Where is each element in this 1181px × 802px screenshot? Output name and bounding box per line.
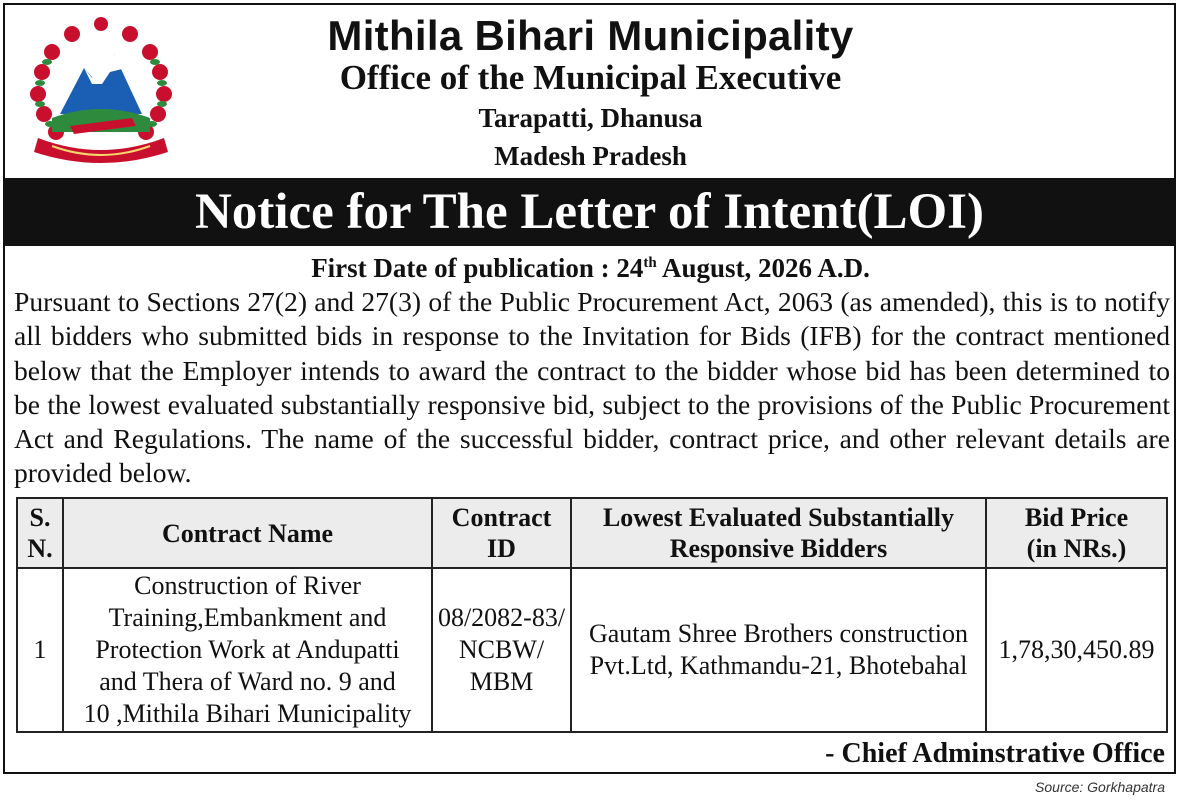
address-line-1: Tarapatti, Dhanusa: [478, 103, 703, 133]
publication-date-suffix: th: [643, 255, 657, 271]
publication-date-rest: August, 2026 A.D.: [656, 253, 870, 283]
cell-contract-id: 08/2082-83/ NCBW/ MBM: [432, 568, 571, 732]
header-contract-id: Contract ID: [432, 498, 571, 568]
address-line-2: Madesh Pradesh: [494, 141, 687, 171]
municipality-name: Mithila Bihari Municipality: [327, 12, 854, 59]
signature: - Chief Adminstrative Office: [825, 738, 1165, 769]
source-credit: Source: Gorkhapatra: [1035, 779, 1165, 795]
publication-date: [0, 253, 1181, 284]
header-bid-price: Bid Price (in NRs.): [986, 498, 1167, 568]
notice-title: Notice for The Letter of Intent(LOI): [195, 184, 984, 240]
publication-date-prefix: First Date of publication : 24: [311, 253, 644, 283]
cell-bidder: Gautam Shree Brothers construction Pvt.Ltd, Kathmandu-21, Bhotebahal: [571, 568, 986, 732]
header-contract-name: Contract Name: [63, 498, 432, 568]
cell-bid-price: 1,78,30,450.89: [986, 568, 1167, 732]
notice-title-banner: [3, 178, 1176, 246]
cell-contract-name: Construction of River Training,Embankment and Protection Work at Andupatti and Thera of Ward no. 9 and 10 ,Mithila Bihari Municipality: [63, 568, 432, 732]
header-bidder: Lowest Evaluated Substantially Responsive Bidders: [571, 498, 986, 568]
table-row: [17, 568, 1167, 732]
table-header-row: [17, 498, 1167, 568]
award-table: [16, 497, 1168, 733]
office-name: Office of the Municipal Executive: [339, 58, 842, 97]
cell-sn: 1: [17, 568, 63, 732]
header-sn: S. N.: [17, 498, 63, 568]
notice-body: Pursuant to Sections 27(2) and 27(3) of the Public Procurement Act, 2063 (as amended), this is to notify all bidders who submitted bids in response to the Invitation for Bids (IFB) for the contract mentioned below that the Employer intends to award the contract to the bidder whose bid has been determined to be the lowest evaluated substantially responsive bid, subject to the provisions of the Public Procurement Act and Regulations. The name of the successful bidder, contract price, and other relevant details are provided below.: [14, 286, 1170, 489]
